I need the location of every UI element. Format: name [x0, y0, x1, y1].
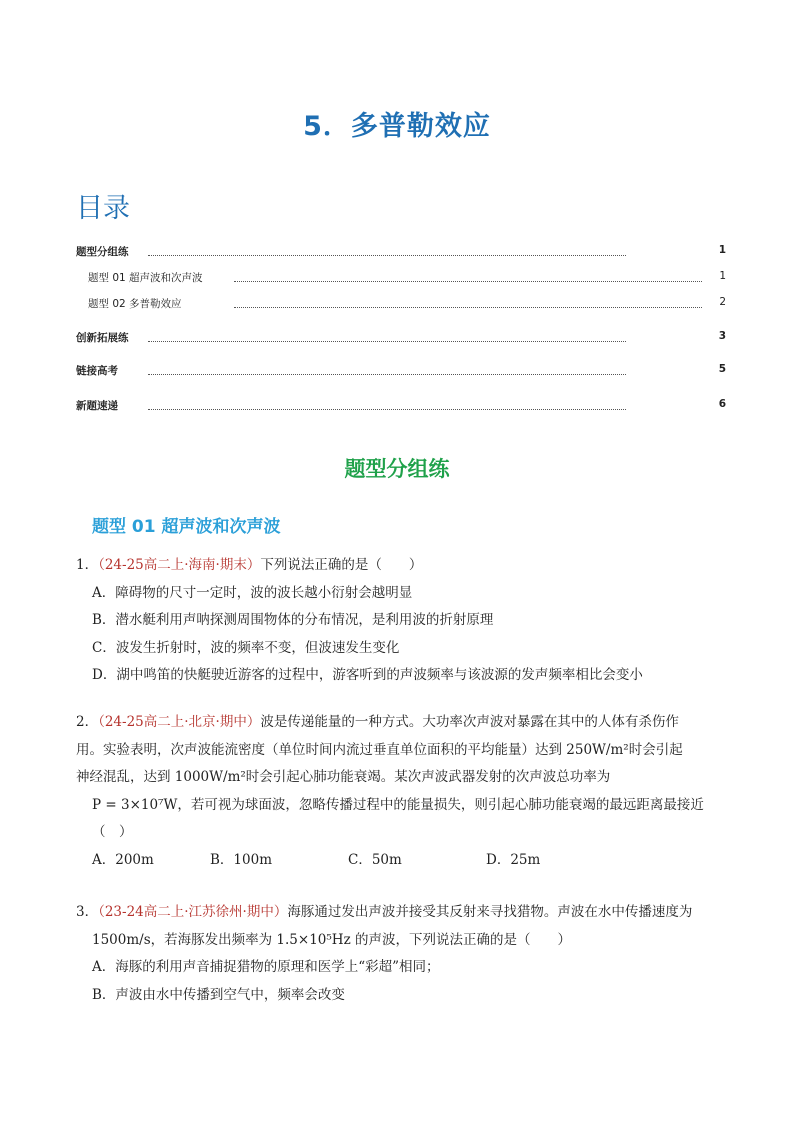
- document-title: 5．多普勒效应: [303, 111, 491, 142]
- question-3: [76, 899, 726, 1009]
- question-stem-text: 下列说法正确的是（ ）: [260, 557, 423, 573]
- toc-entry-page: 2: [719, 296, 726, 308]
- answer-option: C．波发生折射时，波的频率不变，但波速发生变化: [92, 639, 400, 656]
- answer-option: D．湖中鸣笛的快艇驶近游客的过程中，游客听到的声波频率与该波源的发声频率相比会变小: [92, 667, 643, 683]
- toc-leader-dots: [148, 374, 626, 375]
- toc-entry-label: 新题速递: [76, 400, 118, 412]
- question-1: [76, 552, 726, 690]
- question-stem-line: P = 3×10⁷W，若可视为球面波，忽略传播过程中的能量损失，则引起心肺功能衰竭的最远距离最接近: [92, 796, 704, 813]
- answer-options-row: [76, 847, 726, 875]
- answer-option: B．100m: [210, 851, 272, 868]
- toc-leader-dots: [148, 255, 626, 256]
- toc-entry-label: 链接高考: [76, 365, 118, 377]
- toc-entry-label: 题型 02 多普勒效应: [88, 298, 182, 310]
- answer-option: A．200m: [92, 851, 154, 868]
- question-number: 1．: [76, 557, 99, 573]
- answer-option: C．50m: [348, 851, 402, 868]
- toc-entry-page: 1: [719, 270, 726, 282]
- answer-option: A．障碍物的尺寸一定时，波的波长越小衍射会越明显: [92, 584, 413, 601]
- question-2: [76, 709, 726, 874]
- toc-entry[interactable]: [76, 363, 726, 381]
- question-number: 3．: [76, 904, 99, 920]
- question-stem-text: 波是传递能量的一种方式。大功率次声波对暴露在其中的人体有杀伤作: [260, 714, 679, 730]
- answer-option: B．潜水艇利用声呐探测周围物体的分布情况，是利用波的折射原理: [92, 612, 494, 628]
- subsection-heading: 题型 01 超声波和次声波: [92, 517, 281, 537]
- question-stem-line: （ ）: [92, 824, 133, 840]
- toc-entry-page: 3: [718, 330, 726, 342]
- question-source: （23-24高二上·江苏徐州·期中）: [98, 904, 288, 920]
- answer-option: B．声波由水中传播到空气中，频率会改变: [92, 986, 345, 1003]
- toc-entry-page: 6: [718, 398, 726, 410]
- toc-entry-page: 5: [718, 363, 726, 375]
- question-number: 2．: [76, 714, 99, 730]
- toc-heading: 目录: [76, 193, 130, 224]
- toc-entry-page: 1: [718, 244, 726, 256]
- toc-leader-dots: [148, 341, 626, 342]
- toc-leader-dots: [234, 307, 702, 308]
- toc-entry-label: 题型分组练: [76, 246, 129, 258]
- toc-entry[interactable]: [76, 270, 726, 288]
- question-stem: [76, 709, 726, 737]
- question-stem-line: 用。实验表明，次声波能流密度（单位时间内流过垂直单位面积的平均能量）达到 250W/m²时会引起: [76, 741, 683, 758]
- toc-entry-label: 题型 01 超声波和次声波: [88, 272, 203, 284]
- section-heading: 题型分组练: [344, 457, 450, 481]
- toc-leader-dots: [234, 281, 702, 282]
- question-stem-line: 神经混乱，达到 1000W/m²时会引起心肺功能衰竭。某次声波武器发射的次声波总功率为: [76, 769, 611, 785]
- question-source: （24-25高二上·北京·期中）: [98, 714, 261, 730]
- question-stem-text: 海豚通过发出声波并接受其反射来寻找猎物。声波在水中传播速度为: [287, 904, 693, 920]
- question-stem-line: 1500m/s，若海豚发出频率为 1.5×10⁵Hz 的声波，下列说法正确的是（ ）: [92, 931, 571, 948]
- answer-option: A．海豚的利用声音捕捉猎物的原理和医学上“彩超”相同；: [92, 959, 440, 975]
- question-source: （24-25高二上·海南·期末）: [98, 557, 261, 573]
- toc-entry[interactable]: [76, 398, 726, 416]
- toc-leader-dots: [148, 409, 626, 410]
- question-stem: [76, 899, 726, 927]
- toc-entry[interactable]: [76, 296, 726, 314]
- toc-entry-label: 创新拓展练: [76, 332, 129, 344]
- answer-option: D．25m: [486, 851, 541, 868]
- toc-entry[interactable]: [76, 244, 726, 262]
- question-stem: [76, 552, 726, 580]
- toc-entry[interactable]: [76, 330, 726, 348]
